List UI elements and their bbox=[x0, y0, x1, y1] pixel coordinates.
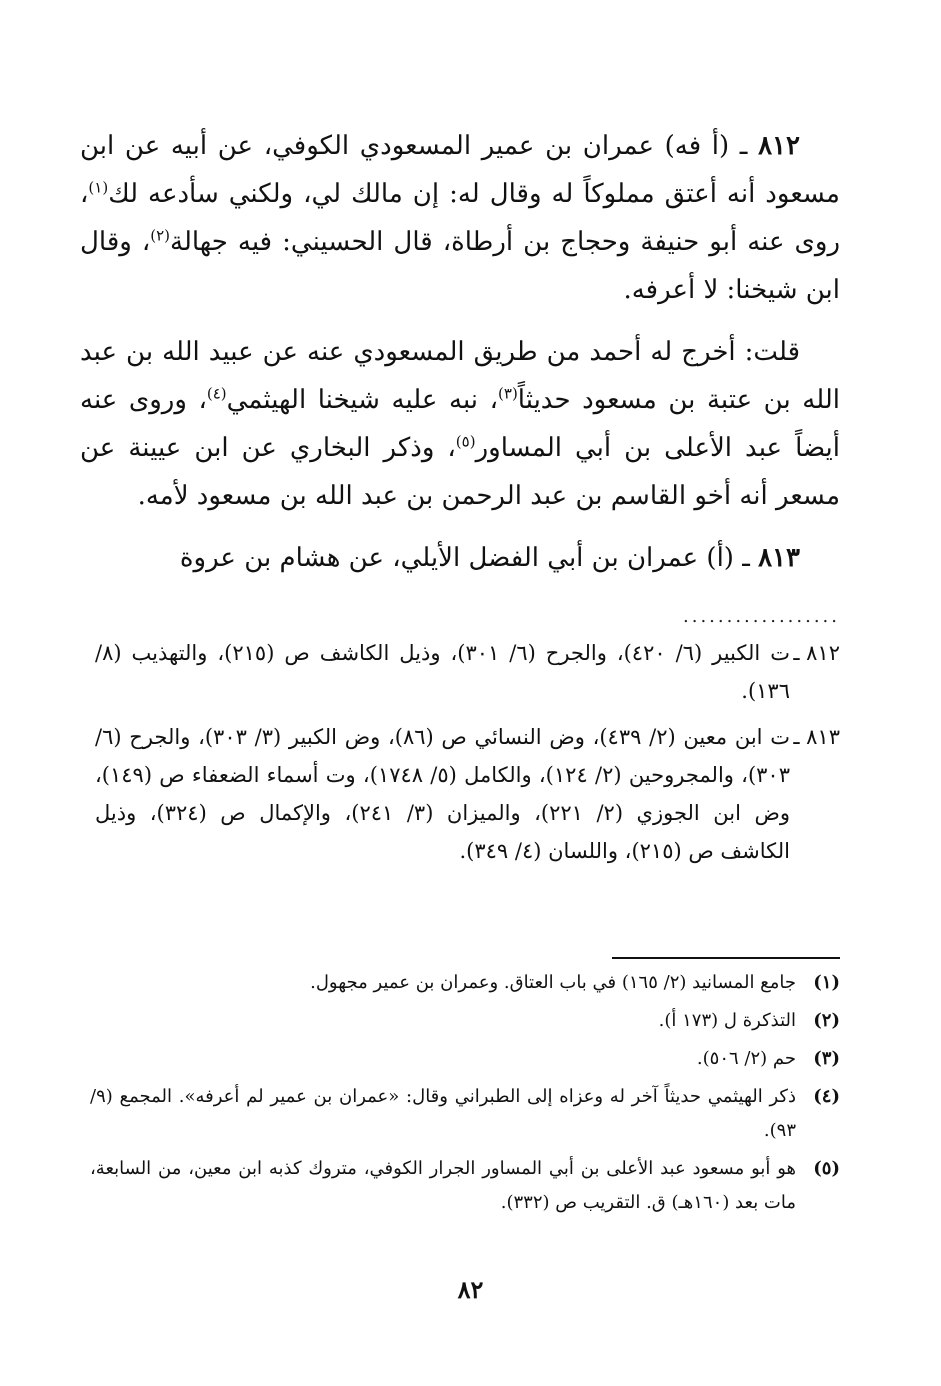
reference-number: ٨١٢ ـ bbox=[793, 641, 840, 665]
footnote-divider bbox=[612, 957, 840, 959]
footnote-item bbox=[90, 1080, 840, 1148]
commentary-text: ، نبه عليه شيخنا الهيثمي bbox=[226, 385, 499, 415]
footnote-item bbox=[90, 966, 840, 1000]
reference-text: ت ابن معين (٢/ ٤٣٩)، وض النسائي ص (٨٦)، وض الكبير (٣/ ٣٠٣)، والجرح (٦/ ٣٠٣)، والمجروحين (٢/ ١٢٤)، والكامل (٥/ ١٧٤٨)، وت أسماء الضعفاء ص (١٤٩)، وض ابن الجوزي (٢/ ٢٢١)، والميزان (٣/ ٢٤١)، والإكمال ص (٣٢٤)، وذيل الكاشف ص (٢١٥)، واللسان (٤/ ٣٤٩). bbox=[95, 725, 790, 863]
continuation-dots: .................. bbox=[683, 606, 840, 627]
footnote-text: التذكرة ل (١٧٣ أ). bbox=[658, 1010, 796, 1031]
entry-text: ـ (أ) عمران بن أبي الفضل الأيلي، عن هشام بن عروة bbox=[179, 543, 750, 573]
footnote-ref[interactable]: (٣) bbox=[498, 384, 518, 403]
footnote-ref[interactable]: (٤) bbox=[206, 384, 227, 403]
footnotes-block bbox=[90, 966, 840, 1224]
references-block bbox=[95, 634, 840, 878]
reference-text: ت الكبير (٦/ ٤٢٠)، والجرح (٦/ ٣٠١)، وذيل الكاشف ص (٢١٥)، والتهذيب (٨/ ١٣٦). bbox=[95, 641, 790, 703]
entry-813 bbox=[80, 534, 840, 582]
footnote-ref[interactable]: (١) bbox=[88, 178, 109, 197]
entry-text: ، روى عنه أبو حنيفة وحجاج بن أرطاة، قال الحسيني: فيه جهالة bbox=[80, 179, 841, 257]
footnote-item bbox=[90, 1042, 840, 1076]
entry-812-commentary bbox=[80, 328, 840, 520]
footnote-ref[interactable]: (٥) bbox=[455, 432, 476, 451]
main-text bbox=[80, 122, 840, 596]
reference-number: ٨١٣ ـ bbox=[793, 725, 840, 749]
footnote-number: (٢) bbox=[813, 1010, 840, 1031]
entry-number: ٨١٣ bbox=[758, 543, 800, 573]
entry-812 bbox=[80, 122, 840, 314]
entry-text: ـ (أ فه) عمران بن عمير المسعودي الكوفي، عن أبيه عن ابن مسعود أنه أعتق مملوكاً له وقال له: إن مالك لي، ولكني سأدعه لك bbox=[80, 131, 840, 209]
footnote-text: جامع المسانيد (٢/ ١٦٥) في باب العتاق. وعمران بن عمير مجهول. bbox=[310, 972, 796, 993]
page-number: ٨٢ bbox=[457, 1275, 484, 1304]
entry-text: ، وقال ابن شيخنا: لا أعرفه. bbox=[80, 227, 840, 305]
footnote-number: (٥) bbox=[813, 1158, 840, 1179]
footnote-text: ذكر الهيثمي حديثاً آخر له وعزاه إلى الطبراني وقال: «عمران بن عمير لم أعرفه». المجمع (٩/ ٩٣). bbox=[90, 1086, 796, 1141]
commentary-text: ، وذكر البخاري عن ابن عيينة عن مسعر أنه أخو القاسم بن عبد الرحمن بن عبد الله بن مسعود لأمه. bbox=[80, 433, 840, 511]
footnote-number: (٤) bbox=[813, 1086, 840, 1107]
entry-number: ٨١٢ bbox=[758, 131, 800, 161]
footnote-ref[interactable]: (٢) bbox=[150, 226, 171, 245]
commentary-text: ، وروى عنه أيضاً عبد الأعلى بن أبي المساور bbox=[80, 385, 840, 463]
footnote-text: حم (٢/ ٥٠٦). bbox=[696, 1048, 796, 1069]
commentary-text: قلت: أخرج له أحمد من طريق المسعودي عنه عن عبيد الله بن عبد الله بن عتبة بن مسعود حديثاً bbox=[80, 337, 840, 415]
footnote-number: (٣) bbox=[813, 1048, 840, 1069]
footnote-item bbox=[90, 1004, 840, 1038]
reference-item bbox=[95, 718, 840, 870]
footnote-number: (١) bbox=[813, 972, 840, 993]
footnote-item bbox=[90, 1152, 840, 1220]
footnote-text: هو أبو مسعود عبد الأعلى بن أبي المساور الجرار الكوفي، متروك كذبه ابن معين، من السابعة، مات بعد (١٦٠هـ) ق. التقريب ص (٣٣٢). bbox=[90, 1158, 796, 1213]
reference-item bbox=[95, 634, 840, 710]
